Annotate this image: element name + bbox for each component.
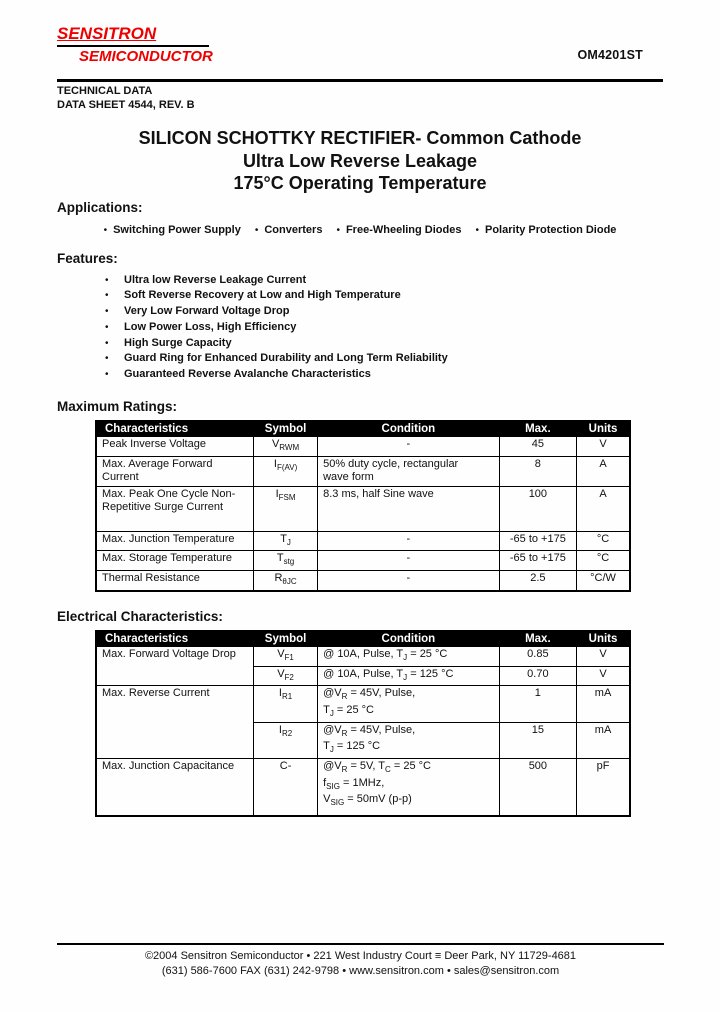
cell-symbol: C- <box>254 758 318 816</box>
list-item <box>105 288 663 304</box>
list-item <box>105 336 663 352</box>
list-item <box>475 224 616 236</box>
maximum-ratings-table <box>95 420 631 592</box>
cell-symbol: $I_{R2}$ <box>254 722 318 758</box>
list-item-label: Polarity Protection Diode <box>485 223 617 236</box>
cell-condition: $@V_R = 5V$, $T_C = 25$ °C $f_{SIG} = 1MHz$, $V_{SIG} = 50mV$ (p-p) <box>318 758 500 816</box>
table-row <box>96 456 630 486</box>
doc-info-sheet: DATA SHEET 4544, REV. B <box>57 98 195 111</box>
bullet-icon: • <box>105 306 109 318</box>
cell-symbol: $V_{RWM}$ <box>254 437 318 457</box>
title-line-3: 175°C Operating Temperature <box>233 173 487 193</box>
table-row <box>96 551 630 571</box>
list-item-label: Ultra low Reverse Leakage Current <box>124 273 307 286</box>
cell-characteristic: Max. Forward Voltage Drop <box>96 646 254 685</box>
cell-characteristic: Max. Junction Temperature <box>96 531 254 551</box>
cell-max: 0.70 <box>499 666 576 686</box>
cell-condition: 8.3 ms, half Sine wave <box>318 486 500 531</box>
list-item <box>105 351 663 367</box>
electrical-characteristics-heading: Electrical Characteristics: <box>57 608 223 624</box>
cell-condition: $@V_R = 45V$, Pulse, $T_J = 125$ °C <box>318 722 500 758</box>
list-item <box>105 304 663 320</box>
cell-units: pF <box>577 758 630 816</box>
features-heading: Features: <box>57 250 118 266</box>
cell-max: 8 <box>499 456 576 486</box>
column-header: Characteristics <box>96 421 254 437</box>
bullet-icon: • <box>105 290 109 302</box>
cell-units: V <box>577 666 630 686</box>
column-header: Symbol <box>254 631 318 647</box>
table-row <box>96 437 630 457</box>
list-item-label: Switching Power Supply <box>113 223 241 236</box>
cell-condition: - <box>318 531 500 551</box>
list-item <box>105 367 663 383</box>
column-header: Units <box>577 421 630 437</box>
cell-max: 2.5 <box>499 571 576 591</box>
spec-table <box>95 630 631 818</box>
cell-max: -65 to +175 <box>499 551 576 571</box>
column-header: Max. <box>499 421 576 437</box>
cell-units: °C <box>577 531 630 551</box>
cell-symbol: $I_{F(AV)}$ <box>254 456 318 486</box>
cell-condition: @ 10A, Pulse, $T_J = 125$ °C <box>318 666 500 686</box>
cell-units: V <box>577 437 630 457</box>
cell-characteristic: Max. Average Forward Current <box>96 456 254 486</box>
bullet-icon: • <box>105 321 109 333</box>
brand-logo <box>57 24 213 65</box>
table-header-row <box>96 631 630 647</box>
list-item-label: Guard Ring for Enhanced Durability and Long Term Reliability <box>124 352 448 365</box>
cell-max: 15 <box>499 722 576 758</box>
page-title <box>57 127 663 195</box>
table-row <box>96 646 630 666</box>
footer-contact-line: (631) 586-7600 FAX (631) 242-9798 • www.sensitron.com • sales@sensitron.com <box>161 965 560 977</box>
cell-characteristic: Max. Peak One Cycle Non-Repetitive Surge Current <box>96 486 254 531</box>
cell-characteristic: Max. Junction Capacitance <box>96 758 254 816</box>
cell-units: A <box>577 456 630 486</box>
cell-units: A <box>577 486 630 531</box>
cell-symbol: $I_{R1}$ <box>254 686 318 722</box>
electrical-characteristics-table <box>95 630 631 818</box>
title-line-1: SILICON SCHOTTKY RECTIFIER- Common Cathode <box>138 128 582 148</box>
cell-max: -65 to +175 <box>499 531 576 551</box>
list-item-label: High Surge Capacity <box>124 336 232 349</box>
list-item-label: Guaranteed Reverse Avalanche Characteristics <box>124 368 371 381</box>
table-row <box>96 686 630 722</box>
header-divider <box>57 79 663 82</box>
list-item-label: Soft Reverse Recovery at Low and High Temperature <box>124 289 401 302</box>
bullet-icon: • <box>103 224 108 236</box>
column-header: Symbol <box>254 421 318 437</box>
cell-symbol: $R_{\theta JC}$ <box>254 571 318 591</box>
doc-info <box>57 85 663 112</box>
list-item <box>104 224 241 236</box>
brand-name-secondary: SEMICONDUCTOR <box>79 48 213 65</box>
column-header: Characteristics <box>96 631 254 647</box>
bullet-icon: • <box>105 353 109 365</box>
cell-units: mA <box>577 722 630 758</box>
table-row <box>96 531 630 551</box>
cell-condition: $@V_R = 45V$, Pulse, $T_J = 25$ °C <box>318 686 500 722</box>
column-header: Units <box>577 631 630 647</box>
cell-symbol: $V_{F1}$ <box>254 646 318 666</box>
column-header: Condition <box>318 421 500 437</box>
cell-condition: - <box>318 437 500 457</box>
list-item-label: Converters <box>264 223 323 236</box>
cell-max: 100 <box>499 486 576 531</box>
spec-table <box>95 420 631 592</box>
cell-characteristic: Max. Reverse Current <box>96 686 254 759</box>
brand-logo-line1 <box>57 24 209 47</box>
bullet-icon: • <box>105 369 109 381</box>
maximum-ratings-heading: Maximum Ratings: <box>57 399 178 415</box>
table-row <box>96 486 630 531</box>
list-item <box>105 320 663 336</box>
bullet-icon: • <box>336 224 340 236</box>
table-row <box>96 758 630 816</box>
applications-heading: Applications: <box>57 199 143 215</box>
column-header: Max. <box>499 631 576 647</box>
cell-max: 500 <box>499 758 576 816</box>
table-row <box>96 571 630 591</box>
bullet-icon: • <box>105 337 109 349</box>
cell-symbol: $I_{FSM}$ <box>254 486 318 531</box>
header <box>57 24 663 65</box>
cell-symbol: $V_{F2}$ <box>254 666 318 686</box>
list-item-label: Free-Wheeling Diodes <box>345 223 462 236</box>
doc-info-type: TECHNICAL DATA <box>57 85 153 97</box>
footer-address-line: ©2004 Sensitron Semiconductor • 221 West Industry Court ≡ Deer Park, NY 11729-4681 <box>144 950 577 962</box>
cell-symbol: $T_J$ <box>254 531 318 551</box>
cell-characteristic: Max. Storage Temperature <box>96 551 254 571</box>
brand-name-primary: SENSITRON <box>57 24 157 43</box>
cell-condition: 50% duty cycle, rectangular wave form <box>318 456 500 486</box>
list-item <box>105 273 663 289</box>
table-header-row <box>96 421 630 437</box>
cell-units: °C/W <box>577 571 630 591</box>
bullet-icon: • <box>254 224 259 236</box>
applications-list <box>57 224 663 236</box>
cell-max: 1 <box>499 686 576 722</box>
bullet-icon: • <box>475 224 479 236</box>
bullet-icon: • <box>105 274 109 286</box>
cell-characteristic: Peak Inverse Voltage <box>96 437 254 457</box>
list-item-label: Low Power Loss, High Efficiency <box>124 320 297 333</box>
list-item <box>336 224 461 236</box>
features-list <box>57 273 663 384</box>
cell-units: °C <box>577 551 630 571</box>
part-number: OM4201ST <box>577 48 643 62</box>
cell-max: 45 <box>499 437 576 457</box>
list-item-label: Very Low Forward Voltage Drop <box>124 305 290 318</box>
cell-characteristic: Thermal Resistance <box>96 571 254 591</box>
column-header: Condition <box>318 631 500 647</box>
cell-units: mA <box>577 686 630 722</box>
cell-condition: - <box>318 571 500 591</box>
cell-condition: @ 10A, Pulse, $T_J = 25$ °C <box>318 646 500 666</box>
title-line-2: Ultra Low Reverse Leakage <box>242 150 478 171</box>
cell-condition: - <box>318 551 500 571</box>
cell-units: V <box>577 646 630 666</box>
cell-max: 0.85 <box>499 646 576 666</box>
cell-symbol: $T_{stg}$ <box>254 551 318 571</box>
list-item <box>255 224 323 236</box>
footer <box>57 943 664 979</box>
